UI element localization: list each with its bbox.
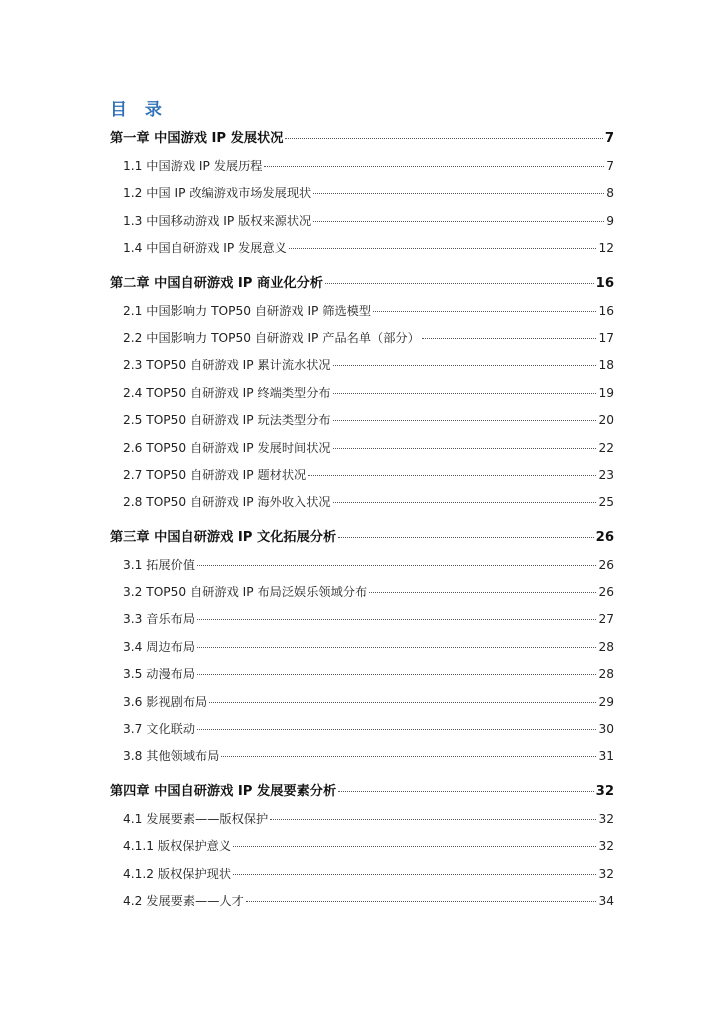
dot-leader: [233, 845, 596, 847]
toc-entry-label: 2.6 TOP50 自研游戏 IP 发展时间状况: [123, 440, 331, 455]
toc-entry-page-number: 20: [598, 413, 614, 428]
toc-entry-page-number: 17: [598, 330, 614, 345]
toc-entry-label: 4.1.1 版权保护意义: [123, 839, 232, 854]
toc-entry-page-number: 34: [598, 893, 614, 908]
toc-section-entry[interactable]: [110, 579, 614, 606]
dot-leader: [285, 137, 602, 139]
dot-leader: [422, 337, 597, 339]
toc-entry-page-number: 16: [595, 275, 614, 291]
toc-entry-label: 第三章 中国自研游戏 IP 文化拓展分析: [110, 529, 337, 545]
toc-entry-page-number: 30: [598, 722, 614, 737]
dot-leader: [197, 618, 596, 620]
toc-section-entry[interactable]: [110, 661, 614, 688]
toc-entry-label: 2.2 中国影响力 TOP50 自研游戏 IP 产品名单（部分）: [123, 330, 420, 345]
dot-leader: [333, 447, 597, 449]
toc-entry-label: 3.3 音乐布局: [123, 612, 196, 627]
dot-leader: [197, 564, 596, 566]
toc-entry-page-number: 9: [606, 213, 614, 228]
toc-entry-label: 4.1.2 版权保护现状: [123, 866, 232, 881]
dot-leader: [338, 790, 593, 792]
toc-entry-label: 2.7 TOP50 自研游戏 IP 题材状况: [123, 467, 307, 482]
dot-leader: [369, 591, 596, 593]
toc-entry-label: 2.5 TOP50 自研游戏 IP 玩法类型分布: [123, 413, 331, 428]
toc-section-entry[interactable]: [110, 235, 614, 262]
dot-leader: [333, 364, 597, 366]
toc-entry-page-number: 7: [606, 159, 614, 173]
toc-chapter-entry[interactable]: [110, 269, 614, 298]
dot-leader: [325, 282, 594, 284]
toc-entry-page-number: 7: [604, 131, 614, 146]
dot-leader: [197, 646, 596, 648]
toc-heading: 目 录: [110, 100, 168, 120]
dot-leader: [289, 247, 597, 249]
dot-leader: [264, 165, 604, 167]
toc-section-entry[interactable]: [110, 208, 614, 235]
toc-entry-page-number: 32: [595, 783, 614, 799]
toc-entry-label: 1.2 中国 IP 改编游戏市场发展现状: [123, 186, 312, 201]
dot-leader: [313, 220, 604, 222]
toc-entry-page-number: 29: [598, 694, 614, 709]
toc-section-entry[interactable]: [110, 552, 614, 579]
dot-leader: [221, 755, 596, 757]
dot-leader: [270, 818, 596, 820]
toc-entry-label: 2.8 TOP50 自研游戏 IP 海外收入状况: [123, 495, 331, 510]
toc-entry-label: 2.1 中国影响力 TOP50 自研游戏 IP 筛选模型: [123, 303, 372, 318]
toc-section-entry[interactable]: [110, 806, 614, 833]
dot-leader: [373, 310, 596, 312]
dot-leader: [313, 192, 604, 194]
toc-section-entry[interactable]: [110, 833, 614, 860]
dot-leader: [233, 873, 596, 875]
dot-leader: [308, 474, 596, 476]
toc-entry-label: 3.6 影视剧布局: [123, 694, 208, 709]
toc-entry-label: 3.4 周边布局: [123, 639, 196, 654]
toc-section-entry[interactable]: [110, 180, 614, 207]
toc-entry-page-number: 16: [598, 303, 614, 318]
toc-section-entry[interactable]: [110, 489, 614, 516]
toc-entry-page-number: 26: [598, 585, 614, 600]
toc-entry-label: 3.8 其他领域布局: [123, 749, 220, 764]
toc-entry-page-number: 26: [598, 557, 614, 572]
toc-chapter-entry[interactable]: [110, 523, 614, 552]
toc-chapter-entry[interactable]: [110, 124, 614, 153]
toc-section-entry[interactable]: [110, 153, 614, 180]
toc-entry-page-number: 28: [598, 639, 614, 654]
toc-entry-label: 第二章 中国自研游戏 IP 商业化分析: [110, 275, 323, 291]
dot-leader: [209, 701, 596, 703]
toc-entry-page-number: 8: [606, 186, 614, 201]
toc-entry-page-number: 12: [598, 241, 614, 256]
toc-entry-label: 4.2 发展要素——人才: [123, 893, 244, 908]
dot-leader: [197, 673, 596, 675]
toc-section-entry[interactable]: [110, 634, 614, 661]
toc-section-entry[interactable]: [110, 716, 614, 743]
dot-leader: [197, 728, 596, 730]
toc-section-entry[interactable]: [110, 352, 614, 379]
toc-entry-label: 第四章 中国自研游戏 IP 发展要素分析: [110, 783, 337, 799]
toc-section-entry[interactable]: [110, 888, 614, 915]
toc-entry-page-number: 19: [598, 385, 614, 400]
toc-entry-page-number: 32: [598, 811, 614, 826]
toc-entry-page-number: 28: [598, 667, 614, 682]
toc-entry-page-number: 32: [598, 866, 614, 881]
dot-leader: [246, 900, 597, 902]
toc-section-entry[interactable]: [110, 743, 614, 770]
toc-entry-page-number: 18: [598, 358, 614, 373]
toc-section-entry[interactable]: [110, 606, 614, 633]
toc-entry-label: 第一章 中国游戏 IP 发展状况: [110, 131, 284, 146]
toc-entry-label: 3.2 TOP50 自研游戏 IP 布局泛娱乐领域分布: [123, 585, 368, 600]
toc-entry-label: 1.4 中国自研游戏 IP 发展意义: [123, 241, 287, 256]
toc-entry-page-number: 32: [598, 839, 614, 854]
toc-entry-page-number: 31: [598, 749, 614, 764]
dot-leader: [333, 392, 597, 394]
toc-entry-label: 2.4 TOP50 自研游戏 IP 终端类型分布: [123, 385, 331, 400]
dot-leader: [333, 419, 597, 421]
toc-entry-label: 4.1 发展要素——版权保护: [123, 811, 269, 826]
toc-entry-page-number: 22: [598, 440, 614, 455]
toc-entry-page-number: 23: [598, 467, 614, 482]
toc-section-entry[interactable]: [110, 462, 614, 489]
toc-entry-label: 1.3 中国移动游戏 IP 版权来源状况: [123, 213, 312, 228]
toc-entry-page-number: 26: [595, 529, 614, 545]
toc-section-entry[interactable]: [110, 861, 614, 888]
toc-section-entry[interactable]: [110, 298, 614, 325]
dot-leader: [338, 536, 593, 538]
toc-entry-page-number: 27: [598, 612, 614, 627]
toc-entry-label: 3.7 文化联动: [123, 722, 196, 737]
toc-section-entry[interactable]: [110, 689, 614, 716]
toc-entry-label: 1.1 中国游戏 IP 发展历程: [123, 159, 263, 173]
toc-entry-label: 3.1 拓展价值: [123, 557, 196, 572]
toc-list: [110, 124, 614, 915]
toc-section-entry[interactable]: [110, 407, 614, 434]
toc-entry-label: 3.5 动漫布局: [123, 667, 196, 682]
toc-entry-label: 2.3 TOP50 自研游戏 IP 累计流水状况: [123, 358, 331, 373]
toc-section-entry[interactable]: [110, 325, 614, 352]
dot-leader: [333, 501, 597, 503]
toc-chapter-entry[interactable]: [110, 777, 614, 806]
toc-section-entry[interactable]: [110, 435, 614, 462]
toc-entry-page-number: 25: [598, 495, 614, 510]
toc-section-entry[interactable]: [110, 380, 614, 407]
